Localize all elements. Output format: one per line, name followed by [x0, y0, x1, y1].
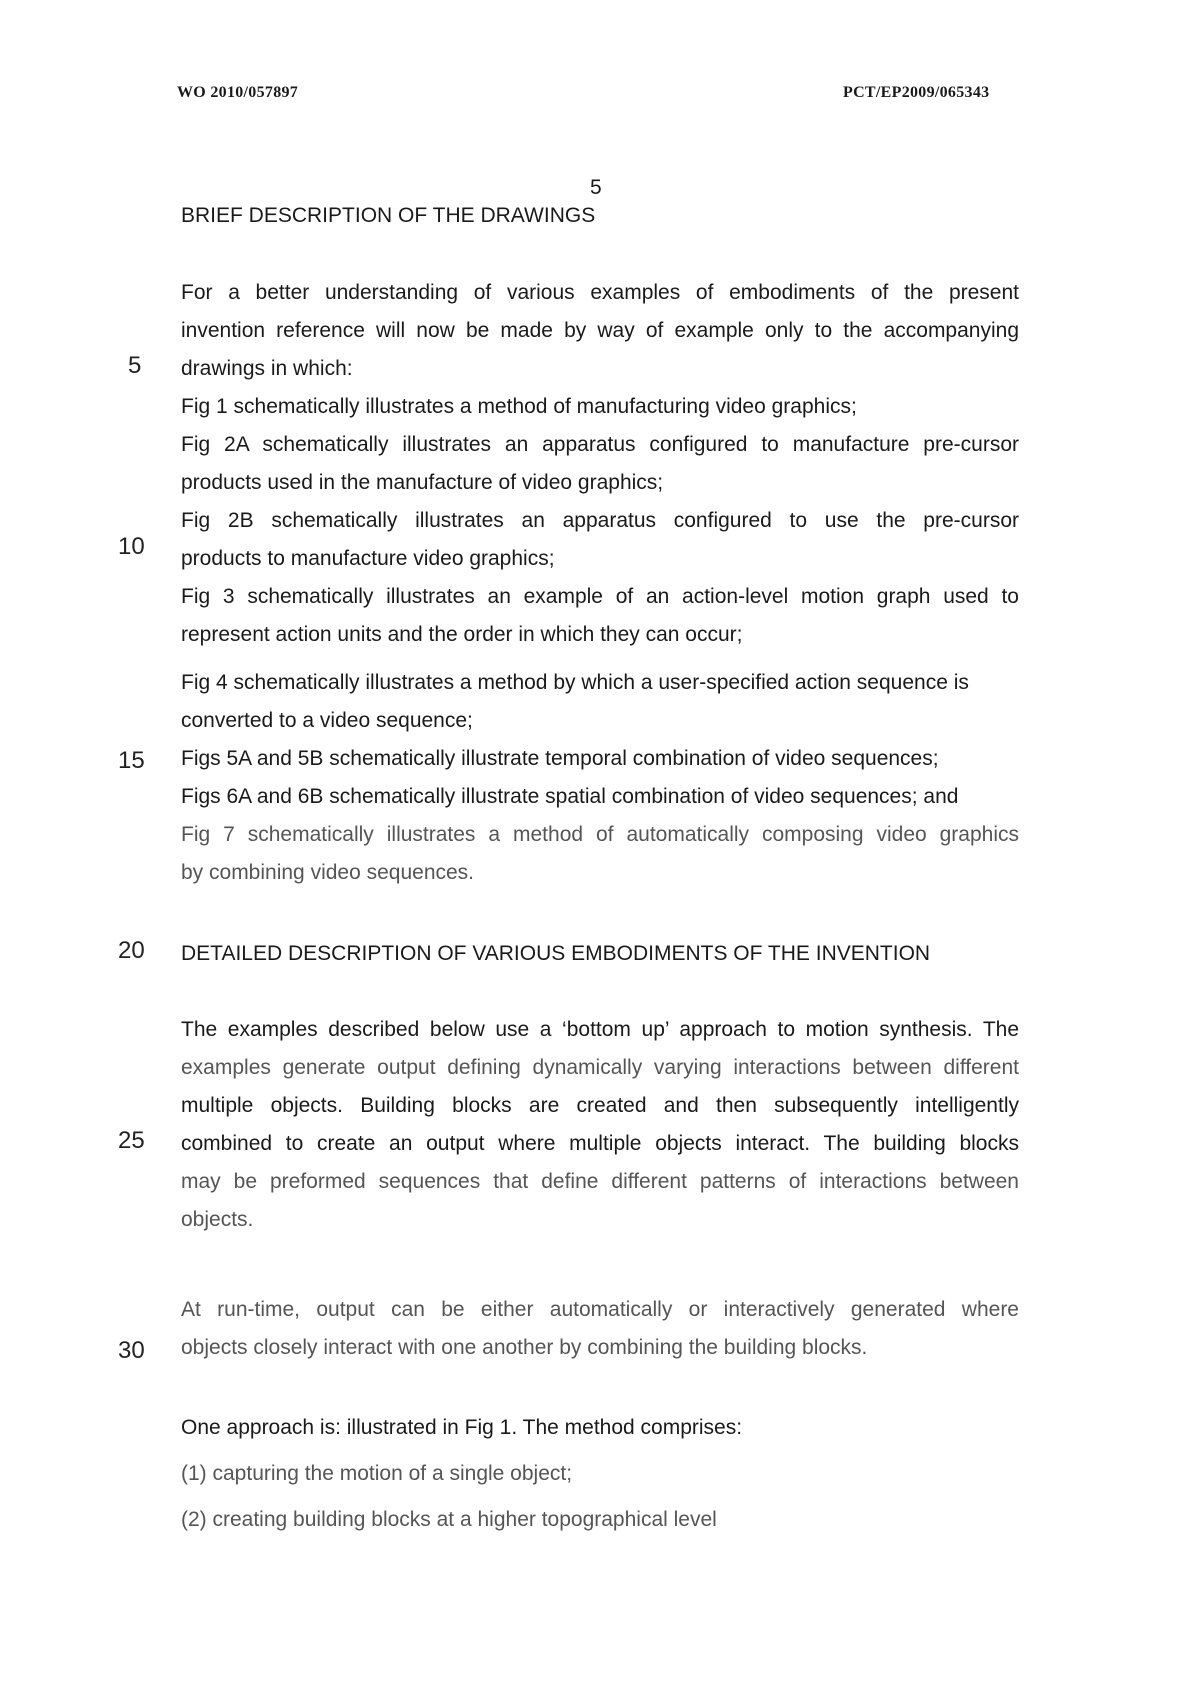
figure-description: products used in the manufacture of video graphics;: [181, 471, 664, 494]
text-line: invention reference will now be made by way of example only to the accompanying: [181, 319, 1019, 342]
figure-description: Fig 3 schematically illustrates an example of an action-level motion graph used to: [181, 585, 1019, 608]
text-line: The examples described below use a ‘bottom up’ approach to motion synthesis. The: [181, 1018, 1019, 1041]
text-line: At run-time, output can be either automatically or interactively generated where: [181, 1298, 1019, 1321]
text-line: examples generate output defining dynamically varying interactions between different: [181, 1056, 1019, 1079]
figure-description: Fig 7 schematically illustrates a method of automatically composing video graphics: [181, 823, 1019, 846]
publication-number: WO 2010/057897: [177, 84, 299, 101]
figure-description: Fig 1 schematically illustrates a method of manufacturing video graphics;: [181, 395, 857, 418]
figure-description: converted to a video sequence;: [181, 709, 473, 732]
text-line: multiple objects. Building blocks are created and then subsequently intelligently: [181, 1094, 1019, 1117]
line-number: 15: [118, 747, 145, 774]
line-number: 25: [118, 1127, 145, 1154]
figure-description: Figs 5A and 5B schematically illustrate temporal combination of video sequences;: [181, 747, 939, 770]
line-number: 20: [118, 937, 145, 964]
text-line: objects.: [181, 1208, 254, 1231]
figure-description: represent action units and the order in which they can occur;: [181, 623, 743, 646]
application-number: PCT/EP2009/065343: [843, 84, 990, 101]
figure-description: by combining video sequences.: [181, 861, 475, 884]
list-item: (1) capturing the motion of a single object;: [181, 1462, 573, 1485]
line-number: 30: [118, 1337, 145, 1364]
text-line: One approach is: illustrated in Fig 1. The method comprises:: [181, 1416, 743, 1439]
text-line: objects closely interact with one another by combining the building blocks.: [181, 1336, 868, 1359]
detailed-description-heading: DETAILED DESCRIPTION OF VARIOUS EMBODIMENTS OF THE INVENTION: [181, 942, 931, 965]
figure-description: Fig 2A schematically illustrates an apparatus configured to manufacture pre-cursor: [181, 433, 1019, 456]
text-line: drawings in which:: [181, 357, 353, 380]
page-number: 5: [590, 176, 602, 199]
line-number: 5: [128, 352, 142, 379]
list-item: (2) creating building blocks at a higher topographical level: [181, 1508, 717, 1531]
figure-description: products to manufacture video graphics;: [181, 547, 555, 570]
text-line: may be preformed sequences that define different patterns of interactions between: [181, 1170, 1019, 1193]
text-line: For a better understanding of various examples of embodiments of the present: [181, 281, 1019, 304]
text-line: combined to create an output where multiple objects interact. The building blocks: [181, 1132, 1019, 1155]
figure-description: Figs 6A and 6B schematically illustrate spatial combination of video sequences; and: [181, 785, 959, 808]
line-number: 10: [118, 533, 145, 560]
brief-description-heading: BRIEF DESCRIPTION OF THE DRAWINGS: [181, 204, 596, 227]
figure-description: Fig 4 schematically illustrates a method by which a user-specified action sequence is: [181, 671, 969, 694]
figure-description: Fig 2B schematically illustrates an apparatus configured to use the pre-cursor: [181, 509, 1019, 532]
